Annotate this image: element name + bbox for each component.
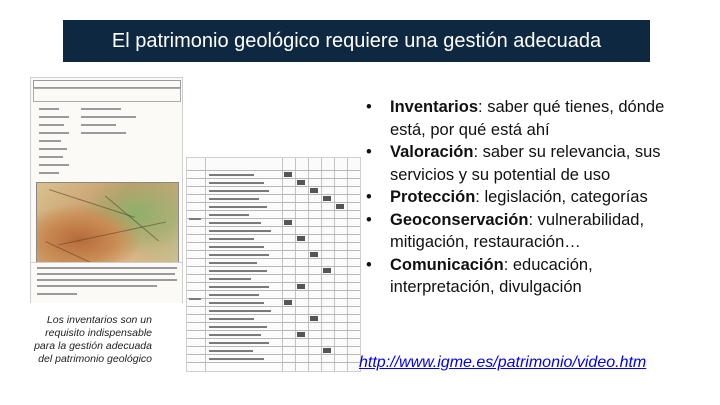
bullet-proteccion bbox=[366, 186, 696, 209]
geological-map-image bbox=[36, 182, 179, 263]
bullet-comunicacion bbox=[366, 254, 696, 299]
bullet-icon: • bbox=[366, 188, 372, 206]
bullet-term: Inventarios bbox=[390, 98, 479, 116]
bullet-text: : educación, interpretación, divulgación bbox=[390, 255, 593, 296]
bullet-valoracion bbox=[366, 141, 696, 186]
inventory-form-image bbox=[30, 77, 183, 263]
bullet-icon: • bbox=[366, 255, 372, 274]
bullet-term: Geoconservación bbox=[390, 210, 529, 229]
bullet-text: : legislación, categorías bbox=[475, 188, 648, 206]
bullet-term: Comunicación bbox=[390, 255, 504, 274]
bullet-text: : saber qué tienes, dónde está, por qué está ahí bbox=[390, 98, 665, 139]
bullet-term: Protección bbox=[390, 188, 476, 206]
bullet-geoconservacion bbox=[366, 209, 696, 254]
bullet-text: : vulnerabilidad, mitigación, restauración… bbox=[390, 210, 645, 251]
bullet-icon: • bbox=[366, 98, 372, 116]
bullet-icon: • bbox=[366, 210, 372, 229]
bullet-list bbox=[366, 96, 696, 299]
form-text-section bbox=[30, 263, 183, 303]
bullet-icon: • bbox=[366, 143, 372, 161]
assessment-table-image bbox=[186, 157, 361, 372]
image-caption: Los inventarios son un requisito indispensable para la gestión adecuada del patrimonio geológico bbox=[34, 314, 152, 365]
video-link[interactable]: http://www.igme.es/patrimonio/video.htm bbox=[359, 354, 647, 371]
bullet-inventarios bbox=[366, 96, 696, 141]
bullet-term: Valoración bbox=[390, 143, 474, 161]
slide-title: El patrimonio geológico requiere una gestión adecuada bbox=[63, 20, 650, 62]
bullet-text: : saber su relevancia, sus servicios y su potential de uso bbox=[390, 143, 661, 184]
